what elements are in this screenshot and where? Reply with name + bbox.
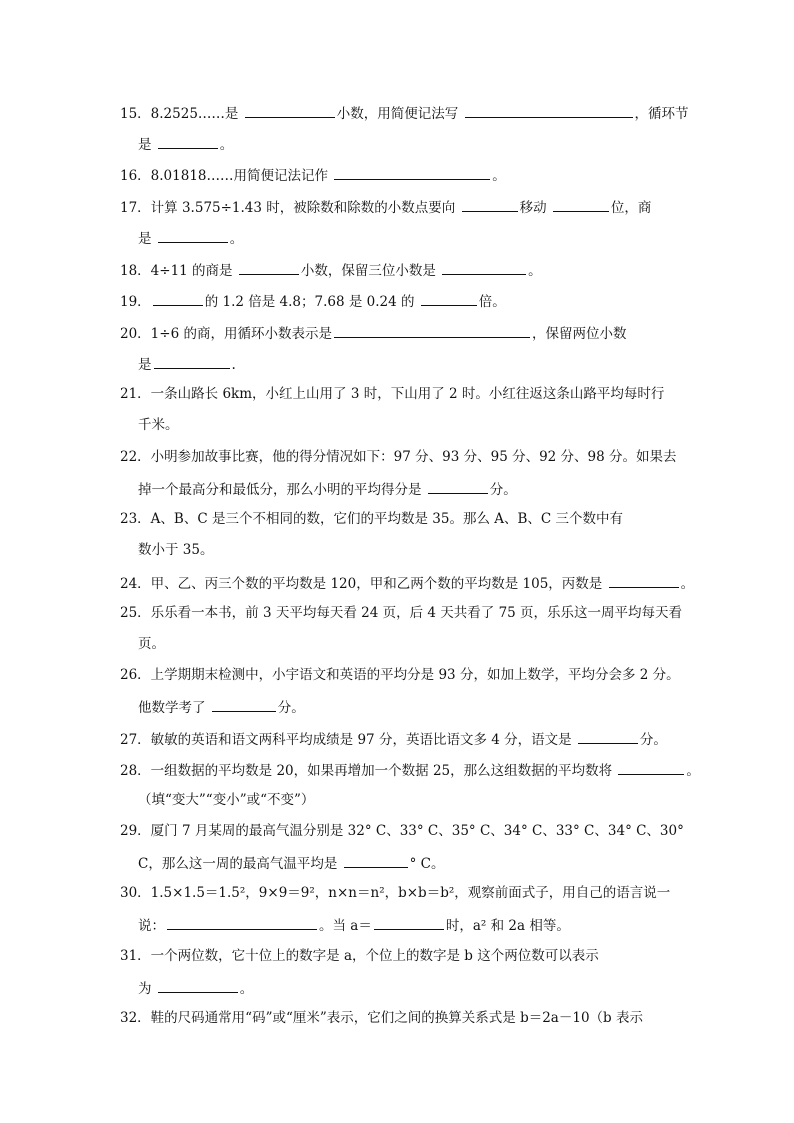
question-text: 。	[492, 168, 506, 184]
question-line	[138, 416, 179, 434]
question-line	[120, 385, 664, 403]
question-text: 28．一组数据的平均数是 20，如果再增加一个数据 25，那么这组数据的平均数将	[120, 763, 617, 779]
question-text: 说：	[138, 918, 165, 934]
question-line	[120, 448, 677, 466]
answer-blank[interactable]	[158, 978, 238, 993]
question-line	[138, 791, 314, 809]
question-text: 16．8.01818……用简便记法记作	[120, 168, 333, 184]
question-line	[120, 510, 623, 528]
question-text: C，那么这一周的最高气温平均是	[138, 856, 342, 872]
question-text: 时，a² 和 2a 相等。	[445, 918, 570, 934]
question-text: 千米。	[138, 417, 179, 433]
question-text: 是	[138, 231, 156, 247]
answer-blank[interactable]	[158, 134, 218, 149]
answer-blank[interactable]	[334, 165, 490, 180]
question-line	[138, 697, 305, 717]
answer-blank[interactable]	[153, 291, 203, 306]
question-line	[120, 197, 651, 217]
question-line	[138, 978, 253, 998]
question-text: 为	[138, 981, 156, 997]
question-line	[120, 165, 506, 185]
answer-blank[interactable]	[158, 228, 228, 243]
question-line	[138, 354, 236, 374]
question-text: 26．上学期期末检测中，小宇语文和英语的平均分是 93 分，如加上数学，平均分会多 2 分。	[120, 667, 680, 683]
question-text: 20．1÷6 的商，用循环小数表示是	[120, 326, 332, 342]
question-text: 小数，保留三位小数是	[300, 263, 441, 279]
answer-blank[interactable]	[374, 915, 444, 930]
answer-blank[interactable]	[344, 853, 408, 868]
question-text: 分。	[639, 732, 667, 748]
answer-blank[interactable]	[154, 354, 230, 369]
question-text: 25．乐乐看一本书，前 3 天平均每天看 24 页，后 4 天共看了 75 页，乐乐这一周平均每天看	[120, 605, 683, 621]
question-text: 倍。	[478, 294, 506, 310]
question-text: 22．小明参加故事比赛，他的得分情况如下：97 分、93 分、95 分、92 分、98 分。如果去	[120, 449, 677, 465]
question-line	[120, 729, 667, 749]
question-text: 。	[686, 763, 700, 779]
answer-blank[interactable]	[442, 260, 526, 275]
question-text: ，保留两位小数	[531, 326, 627, 342]
question-line	[138, 853, 445, 873]
answer-blank[interactable]	[618, 760, 684, 775]
question-text: 位，商	[610, 200, 652, 216]
answer-blank[interactable]	[421, 291, 477, 306]
answer-blank[interactable]	[465, 103, 633, 118]
question-text: 是	[138, 137, 156, 153]
question-text: 23．A、B、C 是三个不相同的数，它们的平均数是 35。那么 A、B、C 三个数中有	[120, 511, 624, 527]
question-text: 18．4÷11 的商是	[120, 263, 237, 279]
question-text: （填“变大”“变小”或“不变”）	[138, 792, 315, 808]
question-text: 的 1.2 倍是 4.8；7.68 是 0.24 的	[204, 294, 419, 310]
question-text: 30．1.5×1.5＝1.5²，9×9＝9²，n×n＝n²，b×b＝b²，观察前面式子，用自己的语言说一	[120, 885, 671, 901]
question-text: 数小于 35。	[138, 542, 214, 558]
question-text: 27．敏敏的英语和语文两科平均成绩是 97 分，英语比语文多 4 分，语文是	[120, 732, 576, 748]
question-text: 移动	[519, 200, 551, 216]
answer-blank[interactable]	[245, 103, 335, 118]
question-text: 小数，用简便记法写	[336, 106, 463, 122]
question-line	[138, 541, 213, 559]
question-text: 15．8.2525……是	[120, 106, 243, 122]
question-line	[138, 635, 165, 653]
question-text: 。	[219, 137, 234, 153]
question-text: 他数学考了	[138, 700, 210, 716]
question-line	[120, 1009, 643, 1027]
answer-blank[interactable]	[212, 697, 276, 712]
question-line	[120, 666, 680, 684]
question-text: 。当 a＝	[319, 918, 372, 934]
answer-blank[interactable]	[167, 915, 317, 930]
question-line	[120, 604, 682, 622]
question-line	[120, 822, 684, 840]
question-text: 。	[239, 981, 254, 997]
question-text: 31．一个两位数，它十位上的数字是 a，个位上的数字是 b 这个两位数可以表示	[120, 948, 599, 964]
question-line	[138, 479, 517, 499]
answer-blank[interactable]	[239, 260, 299, 275]
question-text: .	[231, 357, 236, 373]
question-text: 是	[138, 357, 152, 373]
question-text: 32．鞋的尺码通常用“码”或“厘米”表示，它们之间的换算关系式是 b＝2a－10（b 表示	[120, 1010, 643, 1026]
question-line	[138, 134, 233, 154]
question-line	[120, 884, 670, 902]
question-line	[120, 573, 694, 593]
question-line	[120, 260, 542, 280]
question-line	[120, 291, 506, 311]
answer-blank[interactable]	[553, 197, 609, 212]
question-text: 。	[680, 576, 695, 592]
question-text: ° C。	[409, 856, 445, 872]
question-line	[138, 228, 243, 248]
answer-blank[interactable]	[334, 323, 530, 338]
question-text: 24．甲、乙、丙三个数的平均数是 120，甲和乙两个数的平均数是 105，丙数是	[120, 576, 607, 592]
question-line	[138, 915, 570, 935]
question-text: ，循环节	[634, 106, 689, 122]
question-line	[120, 323, 626, 343]
question-text: 21．一条山路长 6km，小红上山用了 3 时，下山用了 2 时。小红往返这条山路平均每时行	[120, 386, 665, 402]
answer-blank[interactable]	[609, 573, 679, 588]
question-text: 页。	[138, 636, 165, 652]
answer-blank[interactable]	[578, 729, 638, 744]
question-text: 17．计算 3.575÷1.43 时，被除数和除数的小数点要向	[120, 200, 460, 216]
answer-blank[interactable]	[428, 479, 488, 494]
question-text: 。	[229, 231, 244, 247]
question-text: 分。	[277, 700, 305, 716]
question-line	[120, 760, 700, 780]
question-text: 掉一个最高分和最低分，那么小明的平均得分是	[138, 482, 426, 498]
question-line	[120, 947, 599, 965]
question-text: 29．厦门 7 月某周的最高气温分别是 32° C、33° C、35° C、34° C、33° C、34° C、30°	[120, 823, 684, 839]
question-text: 19．	[120, 294, 151, 310]
question-line	[120, 103, 689, 123]
question-text: 分。	[489, 482, 517, 498]
question-text: 。	[528, 263, 542, 279]
answer-blank[interactable]	[462, 197, 518, 212]
